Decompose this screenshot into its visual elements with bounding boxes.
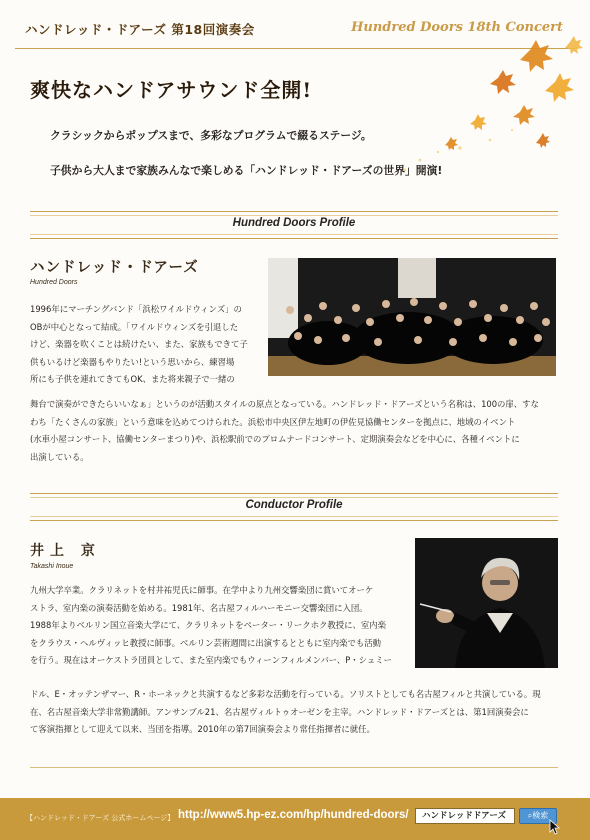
band-profile-text-wide [30,396,539,466]
conductor-profile-line: ストラ、室内楽の演奏活動を始める。1981年、名古屋フィルハーモニー交響楽団に入団。 [30,602,368,613]
band-profile-line: (水車小屋コンサート、協働センターまつり)や、浜松駅前でのプロムナードコンサート、定期演奏会などを中心に、各種イベントに [30,434,520,444]
band-profile-text-narrow [30,301,248,389]
homepage-url-link[interactable]: http://www5.hp-ez.com/hp/hundred-doors/ [178,809,409,821]
band-profile-line: OBが中心となって結成。「ワイルドウィンズを引退した [30,321,239,332]
conductor-profile-line: 1988年よりベルリン国立音楽大学にて、クラリネットをペーター・リークホク教授に、室内楽 [30,620,386,630]
band-profile-section-title: Hundred Doors Profile [232,217,356,229]
main-headline: 爽快なハンドアサウンド全開! [30,78,313,102]
band-profile-line: わち「たくさんの家族」という意味を込めてつけられた。浜松市中央区伊左地町の伊佐見協働センターを拠点に、地域のイベント [30,416,516,427]
conductor-profile-line: を行う。現在はオーケストラ団員として、また室内楽でもウィーンフィルメンバー、P・シュミー [30,655,392,665]
conductor-profile-line: ドル、E・オッテンザマー、R・ホーネックと共演するなど多彩な活動を行っている。ソリストとしても名古屋フィルと共演している。現 [30,689,541,699]
conductor-profile-line: て客演指揮として迎えて以来、当団を指導。2010年の第7回演奏会より常任指揮者に就任。 [30,724,375,734]
band-name-jp: ハンドレッド・ドアーズ [30,260,199,276]
mouse-cursor-icon [549,819,561,835]
band-profile-line: けど、楽器を吹くことは続けたい、また、家族もできて子 [30,339,248,349]
search-icon: ⌕ [527,811,533,820]
band-name-en: Hundred Doors [30,279,78,286]
autumn-leaves-decoration [380,20,590,180]
conductor-photo [415,538,558,668]
divider-line [30,767,558,768]
footer-bar [0,798,590,840]
search-button-label: 検索 [532,811,549,820]
band-profile-line: 舞台で演奏ができたらいいなぁ」というのが活動スタイルの原点となっている。ハンドレッド・ドアーズという名称は、100の扉、すな [30,399,539,409]
footer-label: 【ハンドレッド・ドアーズ 公式ホームページ】 [26,814,175,822]
conductor-profile-line: をクラウス・ヘルヴィッヒ教授に師事。ベルリン芸術週間に出演するとともに室内楽でも活動 [30,637,381,648]
header-title-jp: ハンドレッド・ドアーズ 第18回演奏会 [25,22,255,37]
conductor-profile-line: 九州大学卒業。クラリネットを村井祐児氏に師事。在学中より九州交響楽団に賞いてオーケ [30,585,374,595]
band-profile-section-bar [30,211,558,239]
conductor-name-en: Takashi Inoue [30,563,74,570]
search-box[interactable]: ハンドレッドドアーズ [415,808,515,824]
conductor-profile-text-narrow [30,582,392,670]
header-title-en: Hundred Doors 18th Concert [351,20,563,35]
lead-line-1: クラシックからポップスまで、多彩なプログラムで綴るステージ。 [50,129,372,142]
lead-line-2: 子供から大人まで家族みんなで楽しめる「ハンドレッド・ドアーズの世界」開演! [50,164,443,177]
conductor-profile-line: 在、名古屋音楽大学非常勤講師。アンサンブル21、名古屋ヴィルトゥオーゼンを主宰。ハンドレッド・ドアーズとは、第1回演奏会に [30,706,529,717]
band-profile-line: 1996年にマーチングバンド「浜松ワイルドウィンズ」の [30,304,242,314]
conductor-name-jp: 井上 京 [30,543,101,559]
band-profile-line: 供もいるけど楽器もやりたい!という思いから、練習場 [30,356,235,367]
band-group-photo [268,258,556,376]
conductor-profile-section-bar [30,493,558,521]
conductor-profile-text-wide [30,686,541,739]
band-profile-line: 出演している。 [30,451,89,462]
conductor-profile-section-title: Conductor Profile [245,499,343,511]
band-profile-line: 所にも子供を連れてきてもOK、また将来親子で一緒の [30,374,235,384]
